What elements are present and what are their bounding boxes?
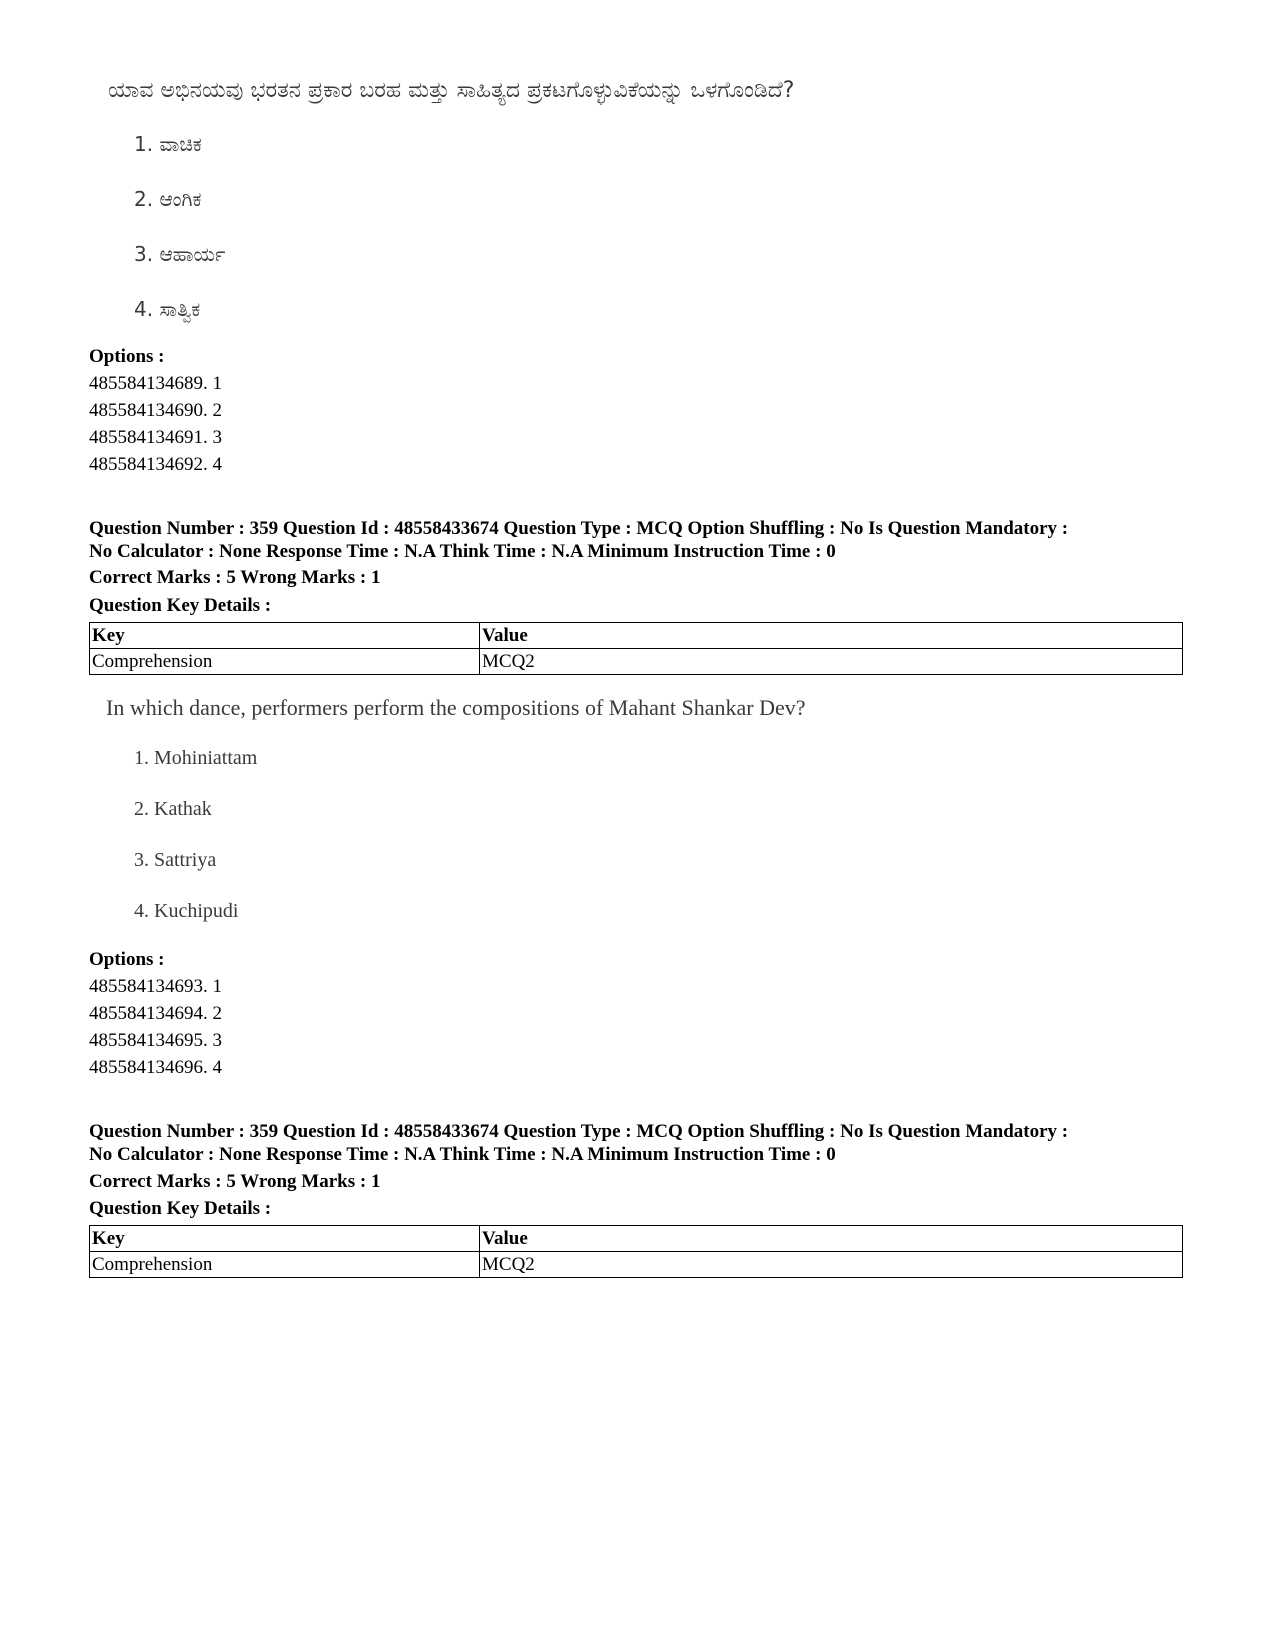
question-choice: 4. ಸಾತ್ವಿಕ <box>134 297 201 321</box>
table-row <box>90 1252 1183 1278</box>
question-choice: 4. Kuchipudi <box>134 900 239 922</box>
question-choice: 1. ವಾಚಿಕ <box>134 132 202 156</box>
question-meta-line: No Calculator : None Response Time : N.A Think Time : N.A Minimum Instruction Time : 0 <box>89 541 836 562</box>
question-meta <box>89 1120 1189 1166</box>
table-cell: MCQ2 <box>480 649 1183 675</box>
key-details-heading: Question Key Details : <box>89 595 272 616</box>
table-cell: Comprehension <box>90 649 480 675</box>
key-value-table <box>89 622 1183 675</box>
options-heading: Options : <box>89 949 165 970</box>
marks-line: Correct Marks : 5 Wrong Marks : 1 <box>89 1171 381 1192</box>
table-row <box>90 649 1183 675</box>
option-id: 485584134696. 4 <box>89 1057 222 1078</box>
question-meta-line: No Calculator : None Response Time : N.A Think Time : N.A Minimum Instruction Time : 0 <box>89 1144 836 1165</box>
question-choice: 3. ಆಹಾರ್ಯ <box>134 242 226 266</box>
option-id: 485584134693. 1 <box>89 976 222 997</box>
key-value-table <box>89 1225 1183 1278</box>
question-choice: 1. Mohiniattam <box>134 747 258 769</box>
table-header-cell: Key <box>90 1226 480 1252</box>
table-header-cell: Value <box>480 623 1183 649</box>
question-meta-line: Question Number : 359 Question Id : 48558433674 Question Type : MCQ Option Shuffling : No Is Question Mandatory : <box>89 1121 1069 1142</box>
option-id: 485584134695. 3 <box>89 1030 222 1051</box>
question-meta-line: Question Number : 359 Question Id : 48558433674 Question Type : MCQ Option Shuffling : No Is Question Mandatory : <box>89 518 1069 539</box>
table-header-cell: Key <box>90 623 480 649</box>
key-details-heading: Question Key Details : <box>89 1198 272 1219</box>
question-choice: 2. Kathak <box>134 798 212 820</box>
table-header-row <box>90 1226 1183 1252</box>
question-text: In which dance, performers perform the compositions of Mahant Shankar Dev? <box>106 695 806 720</box>
option-id: 485584134691. 3 <box>89 427 222 448</box>
table-header-cell: Value <box>480 1226 1183 1252</box>
question-choice: 3. Sattriya <box>134 849 217 871</box>
question-text: ಯಾವ ಅಭಿನಯವು ಭರತನ ಪ್ರಕಾರ ಬರಹ ಮತ್ತು ಸಾಹಿತ್ಯದ ಪ್ರಕಟಗೊಳ್ಳುವಿಕೆಯನ್ನು ಒಳಗೊಂಡಿದೆ? <box>108 78 795 103</box>
option-id: 485584134689. 1 <box>89 373 222 394</box>
question-meta <box>89 517 1189 563</box>
question-choice: 2. ಆಂಗಿಕ <box>134 187 202 211</box>
option-id: 485584134692. 4 <box>89 454 222 475</box>
options-heading: Options : <box>89 346 165 367</box>
table-header-row <box>90 623 1183 649</box>
marks-line: Correct Marks : 5 Wrong Marks : 1 <box>89 567 381 588</box>
option-id: 485584134690. 2 <box>89 400 222 421</box>
table-cell: Comprehension <box>90 1252 480 1278</box>
option-id: 485584134694. 2 <box>89 1003 222 1024</box>
table-cell: MCQ2 <box>480 1252 1183 1278</box>
